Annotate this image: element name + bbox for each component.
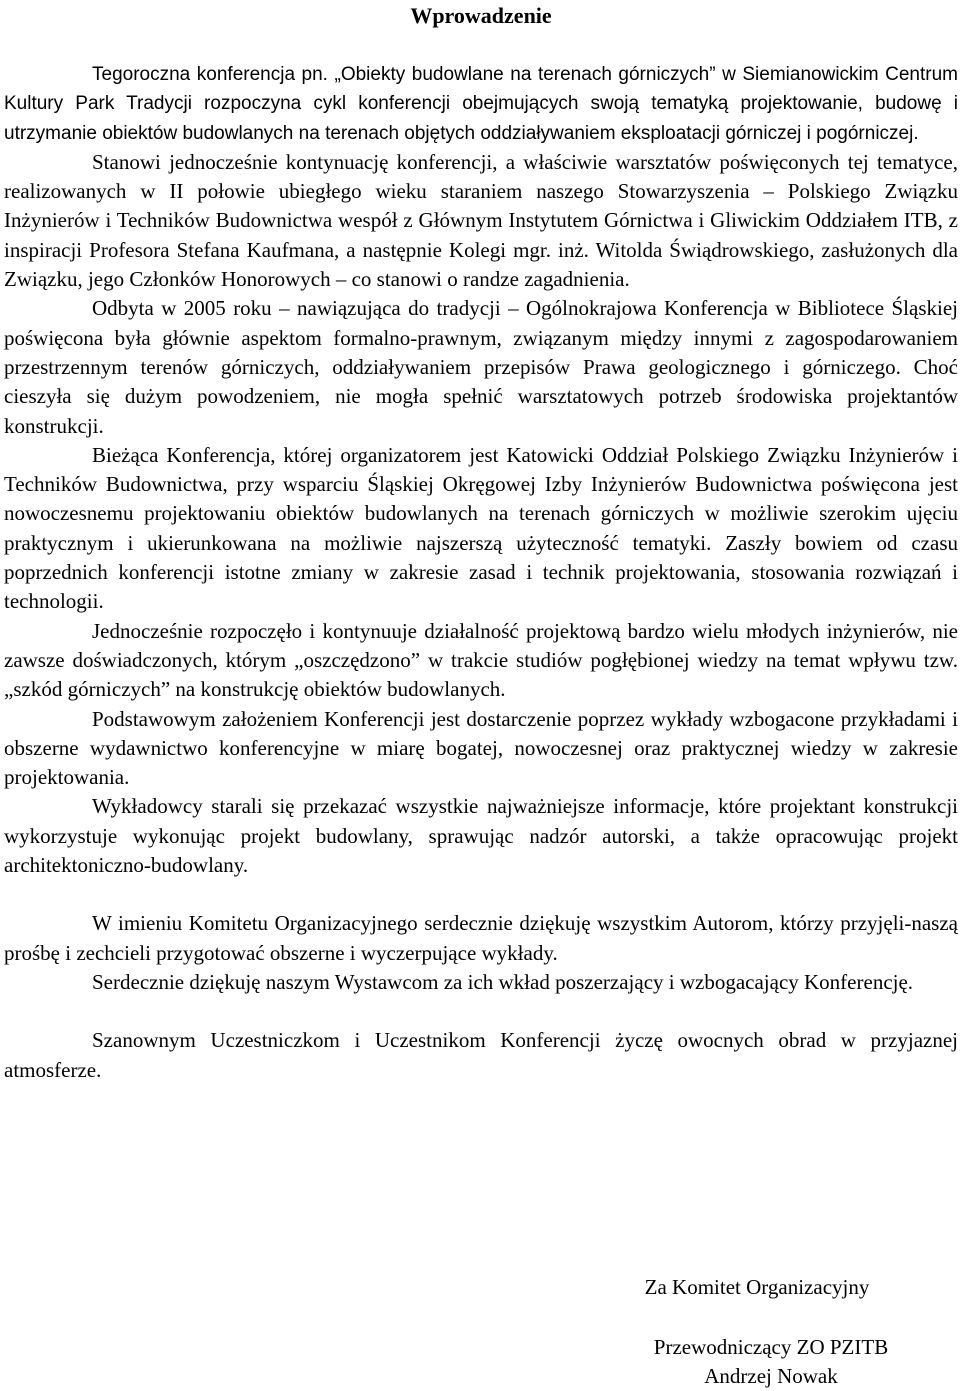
paragraph-main-goal: Podstawowym założeniem Konferencji jest dostarczenie poprzez wykłady wzbogacone przykładami i obszerne wydawnictwo konferencyjne w miarę bogatej, nowoczesnej oraz praktycznej wiedzy w zakresie projektowania. bbox=[4, 706, 958, 790]
paragraph-young-engineers: Jednocześnie rozpoczęło i kontynuuje działalność projektową bardzo wielu młodych inżynierów, nie zawsze doświadczonych, którym „oszczędzono” w trakcie studiów pogłębionej wiedzy na temat wpływu tzw. „szkód górniczych” na konstrukcję obiektów budowlanych. bbox=[4, 618, 958, 702]
paragraph-2005-conference: Odbyta w 2005 roku – nawiązująca do tradycji – Ogólnokrajowa Konferencja w Bibliotece Śląskiej poświęcona była głównie aspektom formalno-prawnym, związanym między innymi z zagospodarowaniem przestrzennym terenów górniczych, oddziaływaniem przepisów Prawa geologicznego i górniczego. Choć cieszyła się dużym powodzeniem, nie mogła spełnić warsztatowych potrzeb środowiska projektantów konstrukcji. bbox=[4, 296, 958, 438]
signature-on-behalf: Za Komitet Organizacyjny bbox=[644, 1275, 870, 1299]
signature-role: Przewodniczący ZO PZITB bbox=[653, 1335, 889, 1359]
document-title: Wprowadzenie bbox=[410, 3, 552, 28]
paragraph-current-conference: Bieżąca Konferencja, której organizatorem jest Katowicki Oddział Polskiego Związku Inżynierów i Techników Budownictwa, przy wsparciu Śląskiej Okręgowej Izby Inżynierów Budownictwa poświęcona jest nowoczesnemu projektowaniu obiektów budowlanych na terenach górniczych w możliwie szerokim ujęciu praktycznym i ukierunkowana na możliwie najszerszą użyteczność tematyki. Zaszły bowiem od czasu poprzednich konferencji istotne zmiany w zakresie zasad i technik projektowania, stosowania rozwiązań i technologii. bbox=[4, 442, 958, 614]
document-body bbox=[4, 60, 958, 1085]
document-page bbox=[4, 0, 958, 1085]
paragraph-thanks-exhibitors: Serdecznie dziękuję naszym Wystawcom za ich wkład poszerzający i wzbogacający Konferencję. bbox=[92, 969, 914, 994]
paragraph-wishes: Szanownym Uczestniczkom i Uczestnikom Konferencji życzę owocnych obrad w przyjaznej atmosferze. bbox=[4, 1028, 958, 1082]
paragraph-continuation: Stanowi jednocześnie kontynuację konferencji, a właściwie warsztatów poświęconych tej tematyce, realizowanych w II połowie ubiegłego wieku staraniem naszego Stowarzyszenia – Polskiego Związku Inżynierów i Techników Budownictwa wespół z Głównym Instytutem Górnictwa i Gliwickim Oddziałem ITB, z inspiracji Profesora Stefana Kaufmana, a następnie Kolegi mgr. inż. Witolda Świądrowskiego, zasłużonych dla Związku, jego Członków Honorowych – co stanowi o randze zagadnienia. bbox=[4, 149, 958, 292]
paragraph-intro: Tegoroczna konferencja pn. „Obiekty budowlane na terenach górniczych” w Siemianowickim Centrum Kultury Park Tradycji rozpoczyna cykl konferencji obejmujących swoją tematyką projektowanie, budowę i utrzymanie obiektów budowlanych na terenach objętych oddziaływaniem eksploatacji górniczej i pogórniczej. bbox=[4, 64, 958, 144]
signature-block bbox=[625, 1333, 917, 1391]
paragraph-thanks-authors: W imieniu Komitetu Organizacyjnego serdecznie dziękuję wszystkim Autorom, którzy przyjęli-naszą prośbę i zechcieli przygotować obszerne i wyczerpujące wykłady. bbox=[4, 911, 958, 965]
paragraph-lecturers: Wykładowcy starali się przekazać wszystkie najważniejsze informacje, które projektant konstrukcji wykorzystuje wykonując projekt budowlany, sprawując nadzór autorski, a także opracowując projekt architektoniczno-budowlany. bbox=[4, 794, 958, 878]
signature-name: Andrzej Nowak bbox=[704, 1364, 838, 1388]
